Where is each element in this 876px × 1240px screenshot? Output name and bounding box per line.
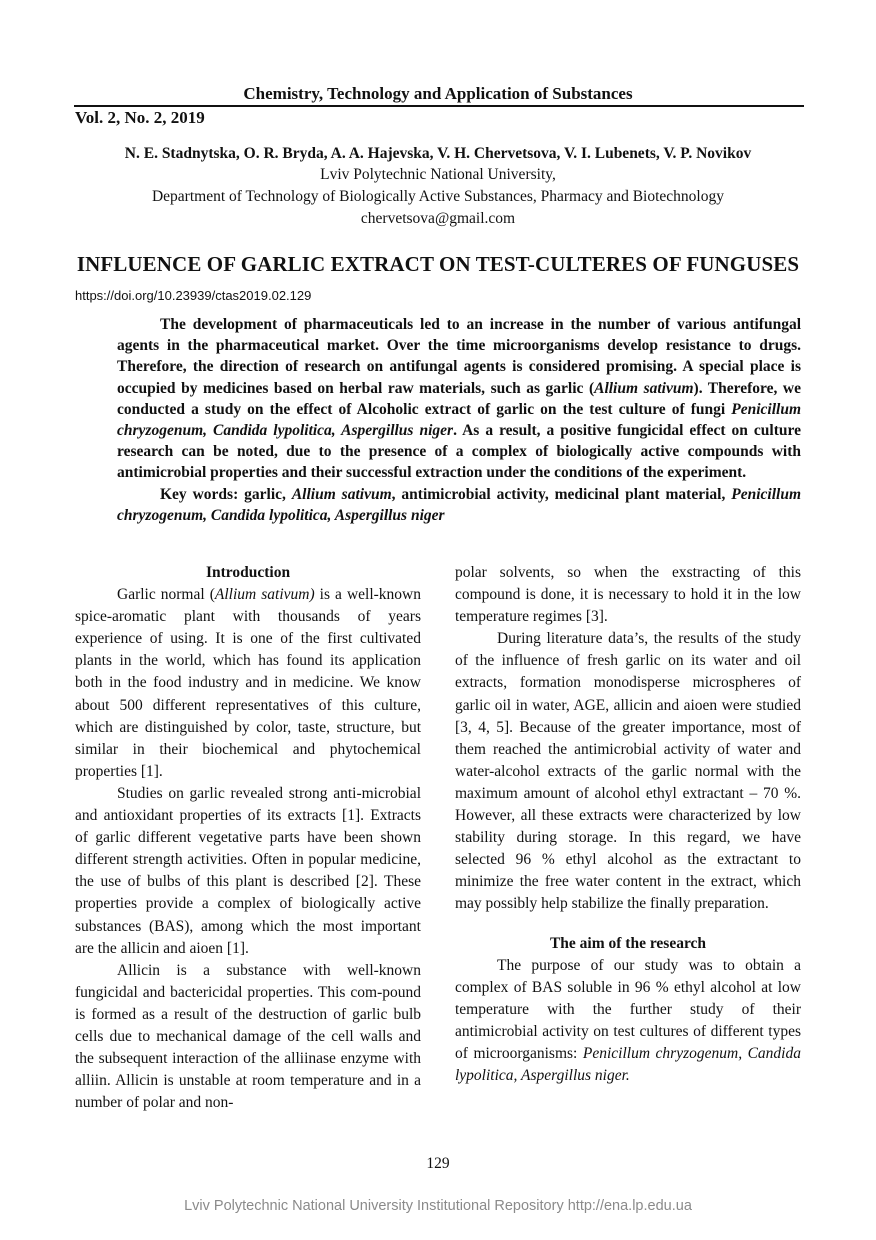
authors: N. E. Stadnytska, O. R. Bryda, A. A. Hajevska, V. H. Chervetsova, V. I. Lubenets, V. P. Novikov bbox=[124, 145, 752, 162]
abstract-paragraph: The development of pharmaceuticals led to an increase in the number of various antifungal agents in the pharmaceutical market. Over the time microorganisms develop resistance to drugs. Therefore, the direction of research on antifungal agents is considered promising. A special place is occupied by medicines based on herbal raw materials, such as garlic (Allium sativum). Therefore, we conducted a study on the effect of Alcoholic extract of garlic on the test culture of fungi Penicillum chryzogenum, Candida lypolitica, Aspergillus niger. As a result, a positive fungicidal effect on culture research can be noted, due to the presence of a complex of biologically active compounds with antimicrobial properties and their successful extraction under the conditions of the experiment. bbox=[117, 316, 801, 482]
abstract bbox=[117, 314, 801, 526]
affiliation-university: Lviv Polytechnic National University, bbox=[320, 166, 556, 183]
section-heading-introduction: Introduction bbox=[205, 564, 291, 581]
affiliation-department: Department of Technology of Biologically Active Substances, Pharmacy and Biotechnology bbox=[151, 188, 724, 205]
paper-title: INFLUENCE OF GARLIC EXTRACT ON TEST-CULTERES OF FUNGUSES bbox=[76, 252, 800, 276]
repository-footer: Lviv Polytechnic National University Institutional Repository http://ena.lp.edu.ua bbox=[184, 1198, 692, 1214]
header-rule bbox=[74, 105, 804, 107]
page-number: 129 bbox=[426, 1155, 450, 1172]
doi-link[interactable]: https://doi.org/10.23939/ctas2019.02.129 bbox=[75, 288, 312, 303]
intro-paragraph-3: Allicin is a substance with well-known fungicidal and bactericidal properties. This com-pound is formed as a result of the destruction of garlic bulb cells due to mechanical damage of the cell walls and the subsequent interaction of the alliinase enzyme with alliin. Allicin is unstable at room temperature and in a number of polar and non- bbox=[75, 961, 421, 1112]
section-heading-aim: The aim of the research bbox=[549, 934, 707, 952]
keywords: Key words: garlic, Allium sativum, antimicrobial activity, medicinal plant material, Penicillum chryzogenum, Candida lypolitica, Aspergillus niger bbox=[117, 485, 801, 524]
intro-paragraph-3-continued: polar solvents, so when the exstracting of this compound is done, it is necessary to hold it in the low temperature regimes [3]. bbox=[455, 564, 801, 626]
right-column bbox=[455, 562, 801, 1087]
intro-paragraph-1: Garlic normal (Allium sativum) is a well-known spice-aromatic plant with thousands of years experience of using. It is one of the first cultivated plants in the world, which has found its application both in the food industry and in medicine. We know about 500 different representatives of this culture, which are distinguished by color, taste, structure, but similar in their biochemical and phytochemical properties [1]. bbox=[75, 586, 421, 780]
aim-paragraph: The purpose of our study was to obtain a complex of BAS soluble in 96 % ethyl alcohol at low temperature with the further study of their antimicrobial activity on test cultures of different types of microorganisms: Penicillum chryzogenum, Candida lypolitica, Aspergillus niger. bbox=[455, 956, 801, 1085]
volume-info: Vol. 2, No. 2, 2019 bbox=[75, 108, 205, 127]
intro-paragraph-2: Studies on garlic revealed strong anti-microbial and antioxidant properties of its extracts [1]. Extracts of garlic different vegetative parts have been shown different strength activities. Often in popular medicine, the use of bulbs of this plant is described [2]. These properties provide a complex of biologically active substances (BAS), among which the most important are the allicin and aioen [1]. bbox=[75, 784, 421, 957]
journal-title: Chemistry, Technology and Application of Substances bbox=[243, 84, 633, 103]
author-email[interactable]: chervetsova@gmail.com bbox=[360, 210, 516, 227]
left-column bbox=[75, 562, 421, 1114]
intro-paragraph-4: During literature data’s, the results of the study of the influence of fresh garlic on its water and oil extracts, formation monodisperse microspheres of garlic oil in water, AGE, allicin and aioen were studied [3, 4, 5]. Because of the greater importance, most of them reached the antimicrobial activity of water and water-alcohol extracts of the garlic normal with the maximum amount of alcohol ethyl extractant – 70 %. However, all these extracts were characterized by low stability during storage. In this regard, we have selected 96 % ethyl alcohol as the extractant to minimize the free water content in the extract, which may possibly help stabilize the finally preparation. bbox=[455, 630, 801, 913]
